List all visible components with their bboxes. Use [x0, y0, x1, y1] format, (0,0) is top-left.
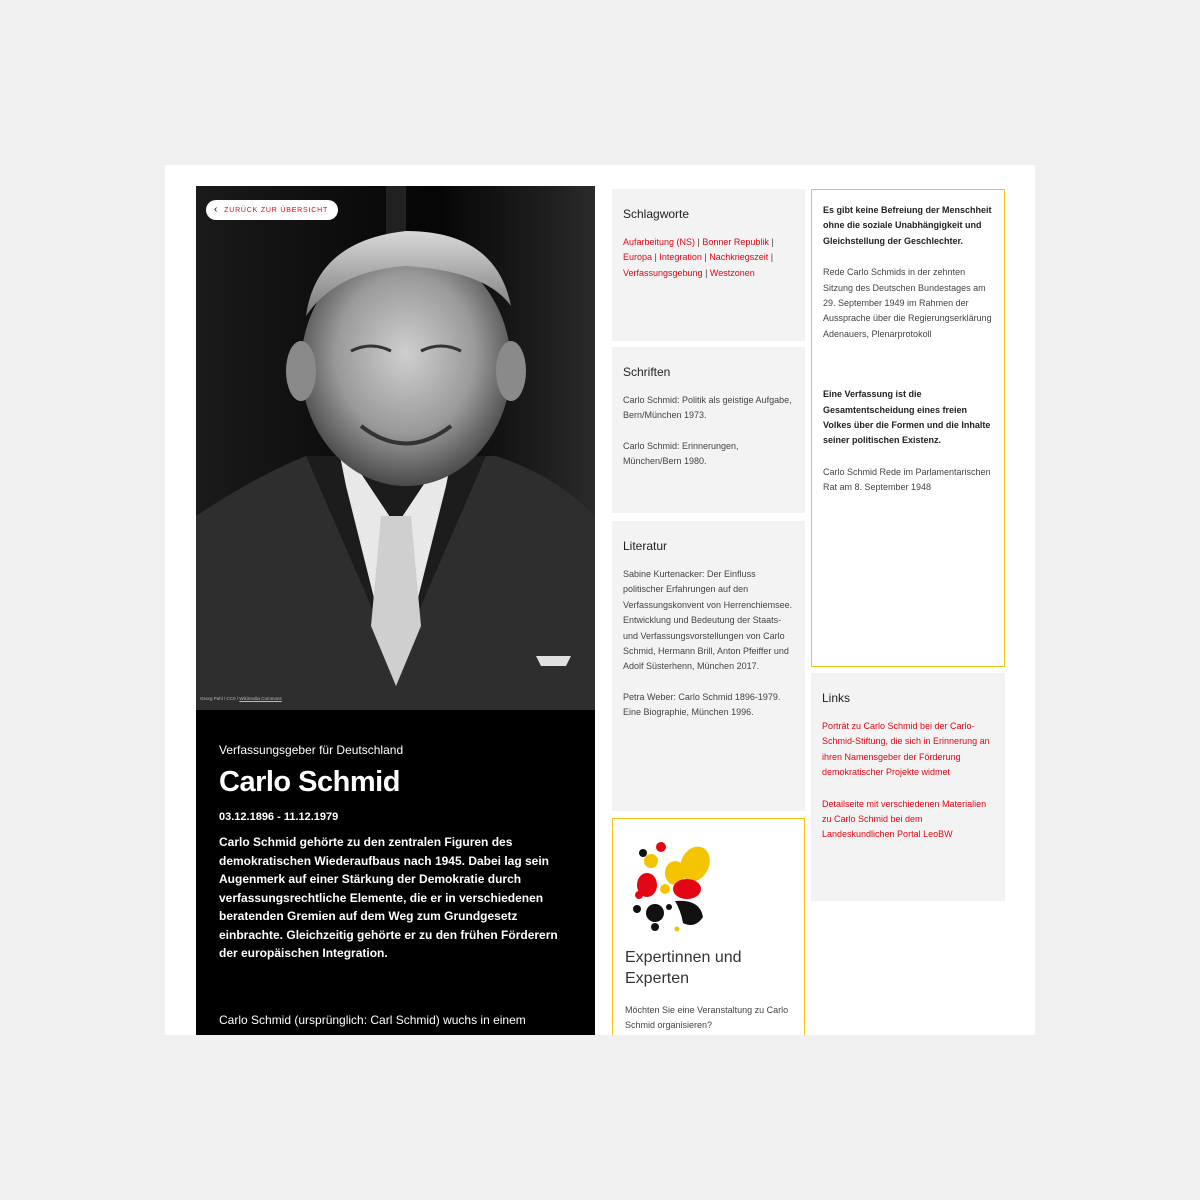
photo-credit	[200, 696, 282, 701]
literature-title: Literatur	[623, 539, 668, 553]
bio-dates: 03.12.1896 - 11.12.1979	[219, 811, 339, 824]
bio-body: Carlo Schmid (ursprünglich: Carl Schmid) wuchs in einem	[219, 1012, 526, 1027]
keyword-link[interactable]: Aufarbeitung (NS)	[623, 237, 696, 247]
experts-text: Möchten Sie eine Veranstaltung zu Carlo Schmid organisieren?	[625, 1005, 789, 1031]
keyword-separator: |	[695, 237, 703, 247]
page-title: Carlo Schmid	[219, 766, 400, 798]
keyword-separator: |	[768, 237, 774, 247]
links-title: Links	[822, 691, 851, 705]
bio-subtitle: Verfassungsgeber für Deutschland	[219, 743, 404, 757]
writings-item: Carlo Schmid: Erinnerungen, München/Bern 1980.	[623, 440, 739, 467]
writings-title: Schriften	[623, 365, 671, 379]
bio-panel	[196, 186, 595, 1035]
writings-item: Carlo Schmid: Politik als geistige Aufgabe, Bern/München 1973.	[623, 395, 792, 421]
page	[165, 165, 1035, 1035]
keyword-separator: |	[768, 252, 774, 263]
photo-credit-text: Georg Pahl / CC0 /	[200, 696, 239, 701]
literature-item: Sabine Kurtenacker: Der Einfluss politischer Erfahrungen auf den Verfassungskonvent von Herrenchiemsee. Entwicklung und Bedeutung der Staats- und Verfassungsvorstellungen von Carlo Schmid, Hermann Brill, Anton Pfeiffer und Adolf Süsterhenn, München 2017.	[623, 569, 793, 672]
keywords-card	[612, 189, 805, 341]
external-link[interactable]: Detailseite mit verschiedenen Materialien zu Carlo Schmid bei dem Landeskundlichen Portal LeoBW	[822, 798, 987, 840]
quote-text: Eine Verfassung ist die Gesamtentscheidung eines freien Volkes über die Formen und die Inhalte seiner politischen Existenz.	[823, 389, 991, 446]
quote-source: Rede Carlo Schmids in der zehnten Sitzung des Deutschen Bundestages am 29. September 1949 im Rahmen der Aussprache über die Regierungserklärung Adenauers, Plenarprotokoll	[823, 267, 992, 339]
experts-logo-icon	[625, 839, 720, 939]
keyword-separator: |	[701, 252, 710, 263]
keywords-list	[623, 235, 794, 281]
quote-text: Es gibt keine Befreiung der Menschheit ohne die soziale Unabhängigkeit und Gleichstellung der Geschlechter.	[823, 205, 992, 246]
keyword-link[interactable]: Europa	[623, 252, 653, 263]
writings-card	[612, 347, 805, 513]
keyword-link[interactable]: Integration	[659, 252, 702, 263]
quote-source: Carlo Schmid Rede im Parlamentarischen Rat am 8. September 1948	[823, 466, 991, 493]
keywords-title: Schlagworte	[623, 207, 690, 221]
back-button-label: ZURÜCK ZUR ÜBERSICHT	[224, 206, 329, 214]
external-link[interactable]: Porträt zu Carlo Schmid bei der Carlo-Schmid-Stiftung, die sich in Erinnerung an ihren Namensgeber der Förderung demokratischer Projekte widmet	[822, 721, 990, 778]
keyword-link[interactable]: Nachkriegszeit	[709, 252, 769, 263]
photo-credit-link[interactable]: Wikimedia Commons	[239, 696, 282, 701]
keyword-link[interactable]: Westzonen	[709, 267, 755, 278]
literature-item: Petra Weber: Carlo Schmid 1896-1979. Eine Biographie, München 1996.	[623, 691, 781, 718]
literature-card	[612, 521, 805, 811]
keyword-link[interactable]: Verfassungsgebung	[623, 267, 703, 278]
chevron-left-icon: ‹	[214, 204, 219, 215]
keyword-separator: |	[702, 267, 710, 278]
portrait-photo	[196, 186, 595, 710]
bio-intro: Carlo Schmid gehörte zu den zentralen Figuren des demokratischen Wiederaufbaus nach 1945. Dabei lag sein Augenmerk auf einer Stärkung der Demokratie durch verfassungsrechtliche Elemente, die er in verschiedenen beratenden Gremien auf dem Weg zum Grundgesetz einbrachte. Gleichzeitig gehörte er zu den frühen Förderern der europäischen Integration.	[219, 835, 558, 961]
experts-card[interactable]	[612, 818, 805, 1035]
links-card	[811, 673, 1005, 901]
bio-text	[219, 743, 569, 1029]
experts-title: Expertinnen und Experten	[625, 949, 742, 987]
keyword-link[interactable]: Bonner Republik	[702, 237, 769, 247]
quotes-box	[811, 189, 1005, 667]
back-to-overview-button[interactable]	[206, 200, 338, 220]
keyword-separator: |	[652, 252, 660, 263]
